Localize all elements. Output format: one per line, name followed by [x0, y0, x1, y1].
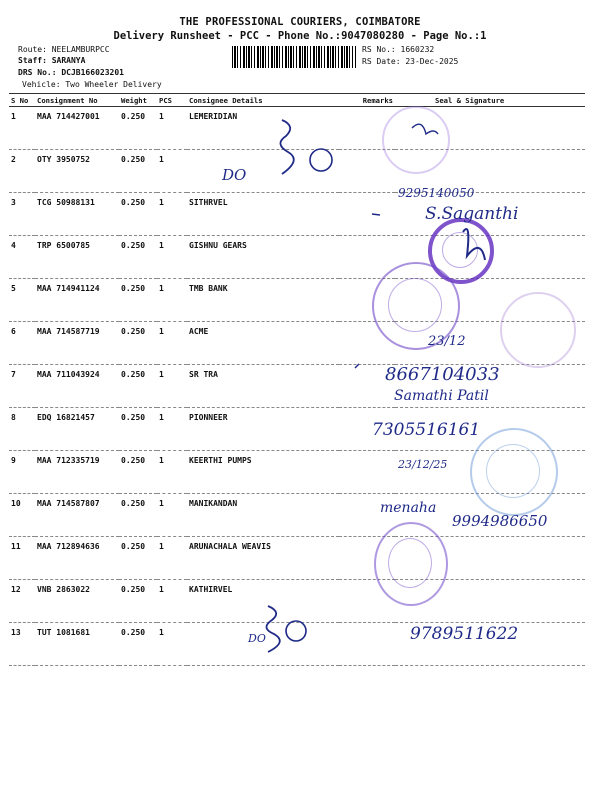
handwritten-name: menaha [380, 500, 437, 516]
circled-mark [310, 149, 332, 171]
row-sno: 2 [9, 150, 35, 193]
staff-label: Staff: SARANYA [18, 56, 86, 65]
row-weight: 0.250 [119, 150, 157, 193]
handwritten-note: DO [222, 166, 247, 184]
row-consignee: ARUNACHALA WEAVIS [187, 537, 339, 580]
handwritten-phone: 9994986650 [452, 512, 548, 530]
row-sno: 11 [9, 537, 35, 580]
col-seal: Seal & Signature [395, 94, 585, 107]
row-weight: 0.250 [119, 451, 157, 494]
row-sno: 5 [9, 279, 35, 322]
row-consignment: MAA 714427001 [35, 107, 119, 150]
col-consignee: Consignee Details [187, 94, 339, 107]
row-consignment: MAA 714587807 [35, 494, 119, 537]
row-pcs: 1 [157, 150, 187, 193]
col-remarks: Remarks [339, 94, 395, 107]
brace-mark [266, 606, 279, 652]
route-label: Route: NEELAMBURPCC [18, 45, 110, 54]
row-consignee: SITHRVEL [187, 193, 339, 236]
row-sno: 7 [9, 365, 35, 408]
handwritten-note: DO [248, 632, 266, 645]
row-consignment: TUT 1081681 [35, 623, 119, 666]
row-sno: 4 [9, 236, 35, 279]
row-consignee: KEERTHI PUMPS [187, 451, 339, 494]
row-sno: 12 [9, 580, 35, 623]
row-pcs: 1 [157, 365, 187, 408]
row-weight: 0.250 [119, 494, 157, 537]
row-consignee: MANIKANDAN [187, 494, 339, 537]
handwritten-date: 23/12 [428, 334, 466, 349]
row-sno: 6 [9, 322, 35, 365]
row-consignee: KATHIRVEL [187, 580, 339, 623]
row-pcs: 1 [157, 193, 187, 236]
row-pcs: 1 [157, 537, 187, 580]
row-weight: 0.250 [119, 193, 157, 236]
row-pcs: 1 [157, 623, 187, 666]
row-sno: 9 [9, 451, 35, 494]
row-pcs: 1 [157, 279, 187, 322]
row-consignment: VNB 2863022 [35, 580, 119, 623]
row-weight: 0.250 [119, 279, 157, 322]
row-consignment: MAA 711043924 [35, 365, 119, 408]
handwritten-name: S.Saganthi [425, 204, 519, 224]
vehicle-label: Vehicle: Two Wheeler Delivery [22, 80, 162, 89]
row-sno: 3 [9, 193, 35, 236]
row-sno: 13 [9, 623, 35, 666]
row-consignee: GISHNU GEARS [187, 236, 339, 279]
rs-number: RS No.: 1660232 [362, 45, 435, 54]
row-weight: 0.250 [119, 623, 157, 666]
runsheet-subtitle: Delivery Runsheet - PCC - Phone No.:9047080280 - Page No.:1 [113, 30, 487, 42]
row-pcs: 1 [157, 322, 187, 365]
row-pcs: 1 [157, 236, 187, 279]
signature-scribble [463, 229, 485, 260]
row-sno: 1 [9, 107, 35, 150]
row-consignee: PIONNEER [187, 408, 339, 451]
handwritten-phone: 9789511622 [410, 624, 519, 644]
row-consignment: MAA 714587719 [35, 322, 119, 365]
row-consignee: ACME [187, 322, 339, 365]
row-weight: 0.250 [119, 580, 157, 623]
row-consignment: MAA 714941124 [35, 279, 119, 322]
handwritten-phone: 9295140050 [398, 186, 475, 200]
row-pcs: 1 [157, 580, 187, 623]
row-consignment: MAA 712335719 [35, 451, 119, 494]
handwritten-date: 23/12/25 [398, 458, 448, 471]
row-weight: 0.250 [119, 236, 157, 279]
row-weight: 0.250 [119, 365, 157, 408]
row-sno: 8 [9, 408, 35, 451]
col-consignment: Consignment No [35, 94, 119, 107]
handwritten-name: Samathi Patil [394, 388, 489, 404]
row-weight: 0.250 [119, 322, 157, 365]
row-pcs: 1 [157, 451, 187, 494]
row-weight: 0.250 [119, 107, 157, 150]
row-consignment: TCG 50988131 [35, 193, 119, 236]
handwritten-phone: 7305516161 [372, 420, 481, 440]
row-pcs: 1 [157, 408, 187, 451]
row-pcs: 1 [157, 494, 187, 537]
row-consignee: SR TRA [187, 365, 339, 408]
row-sno: 10 [9, 494, 35, 537]
rs-date: RS Date: 23-Dec-2025 [362, 57, 459, 66]
row-consignment: MAA 712894636 [35, 537, 119, 580]
signature-scribble [412, 124, 438, 134]
row-consignment: OTY 3950752 [35, 150, 119, 193]
drs-label: DRS No.: DCJB166023201 [18, 68, 124, 77]
row-consignee: TMB BANK [187, 279, 339, 322]
col-sno: S No [9, 94, 35, 107]
handwritten-phone: 8667104033 [385, 364, 500, 385]
row-pcs: 1 [157, 107, 187, 150]
tick-mark [355, 364, 359, 368]
row-weight: 0.250 [119, 408, 157, 451]
row-consignment: EDQ 16821457 [35, 408, 119, 451]
col-pcs: PCS [157, 94, 187, 107]
col-weight: Weight [119, 94, 157, 107]
brace-mark [280, 120, 293, 174]
circled-mark [286, 621, 306, 641]
row-consignee: LEMERIDIAN [187, 107, 339, 150]
dash-mark [372, 214, 380, 215]
company-title: THE PROFESSIONAL COURIERS, COIMBATORE [179, 16, 421, 28]
row-consignment: TRP 6500785 [35, 236, 119, 279]
row-weight: 0.250 [119, 537, 157, 580]
